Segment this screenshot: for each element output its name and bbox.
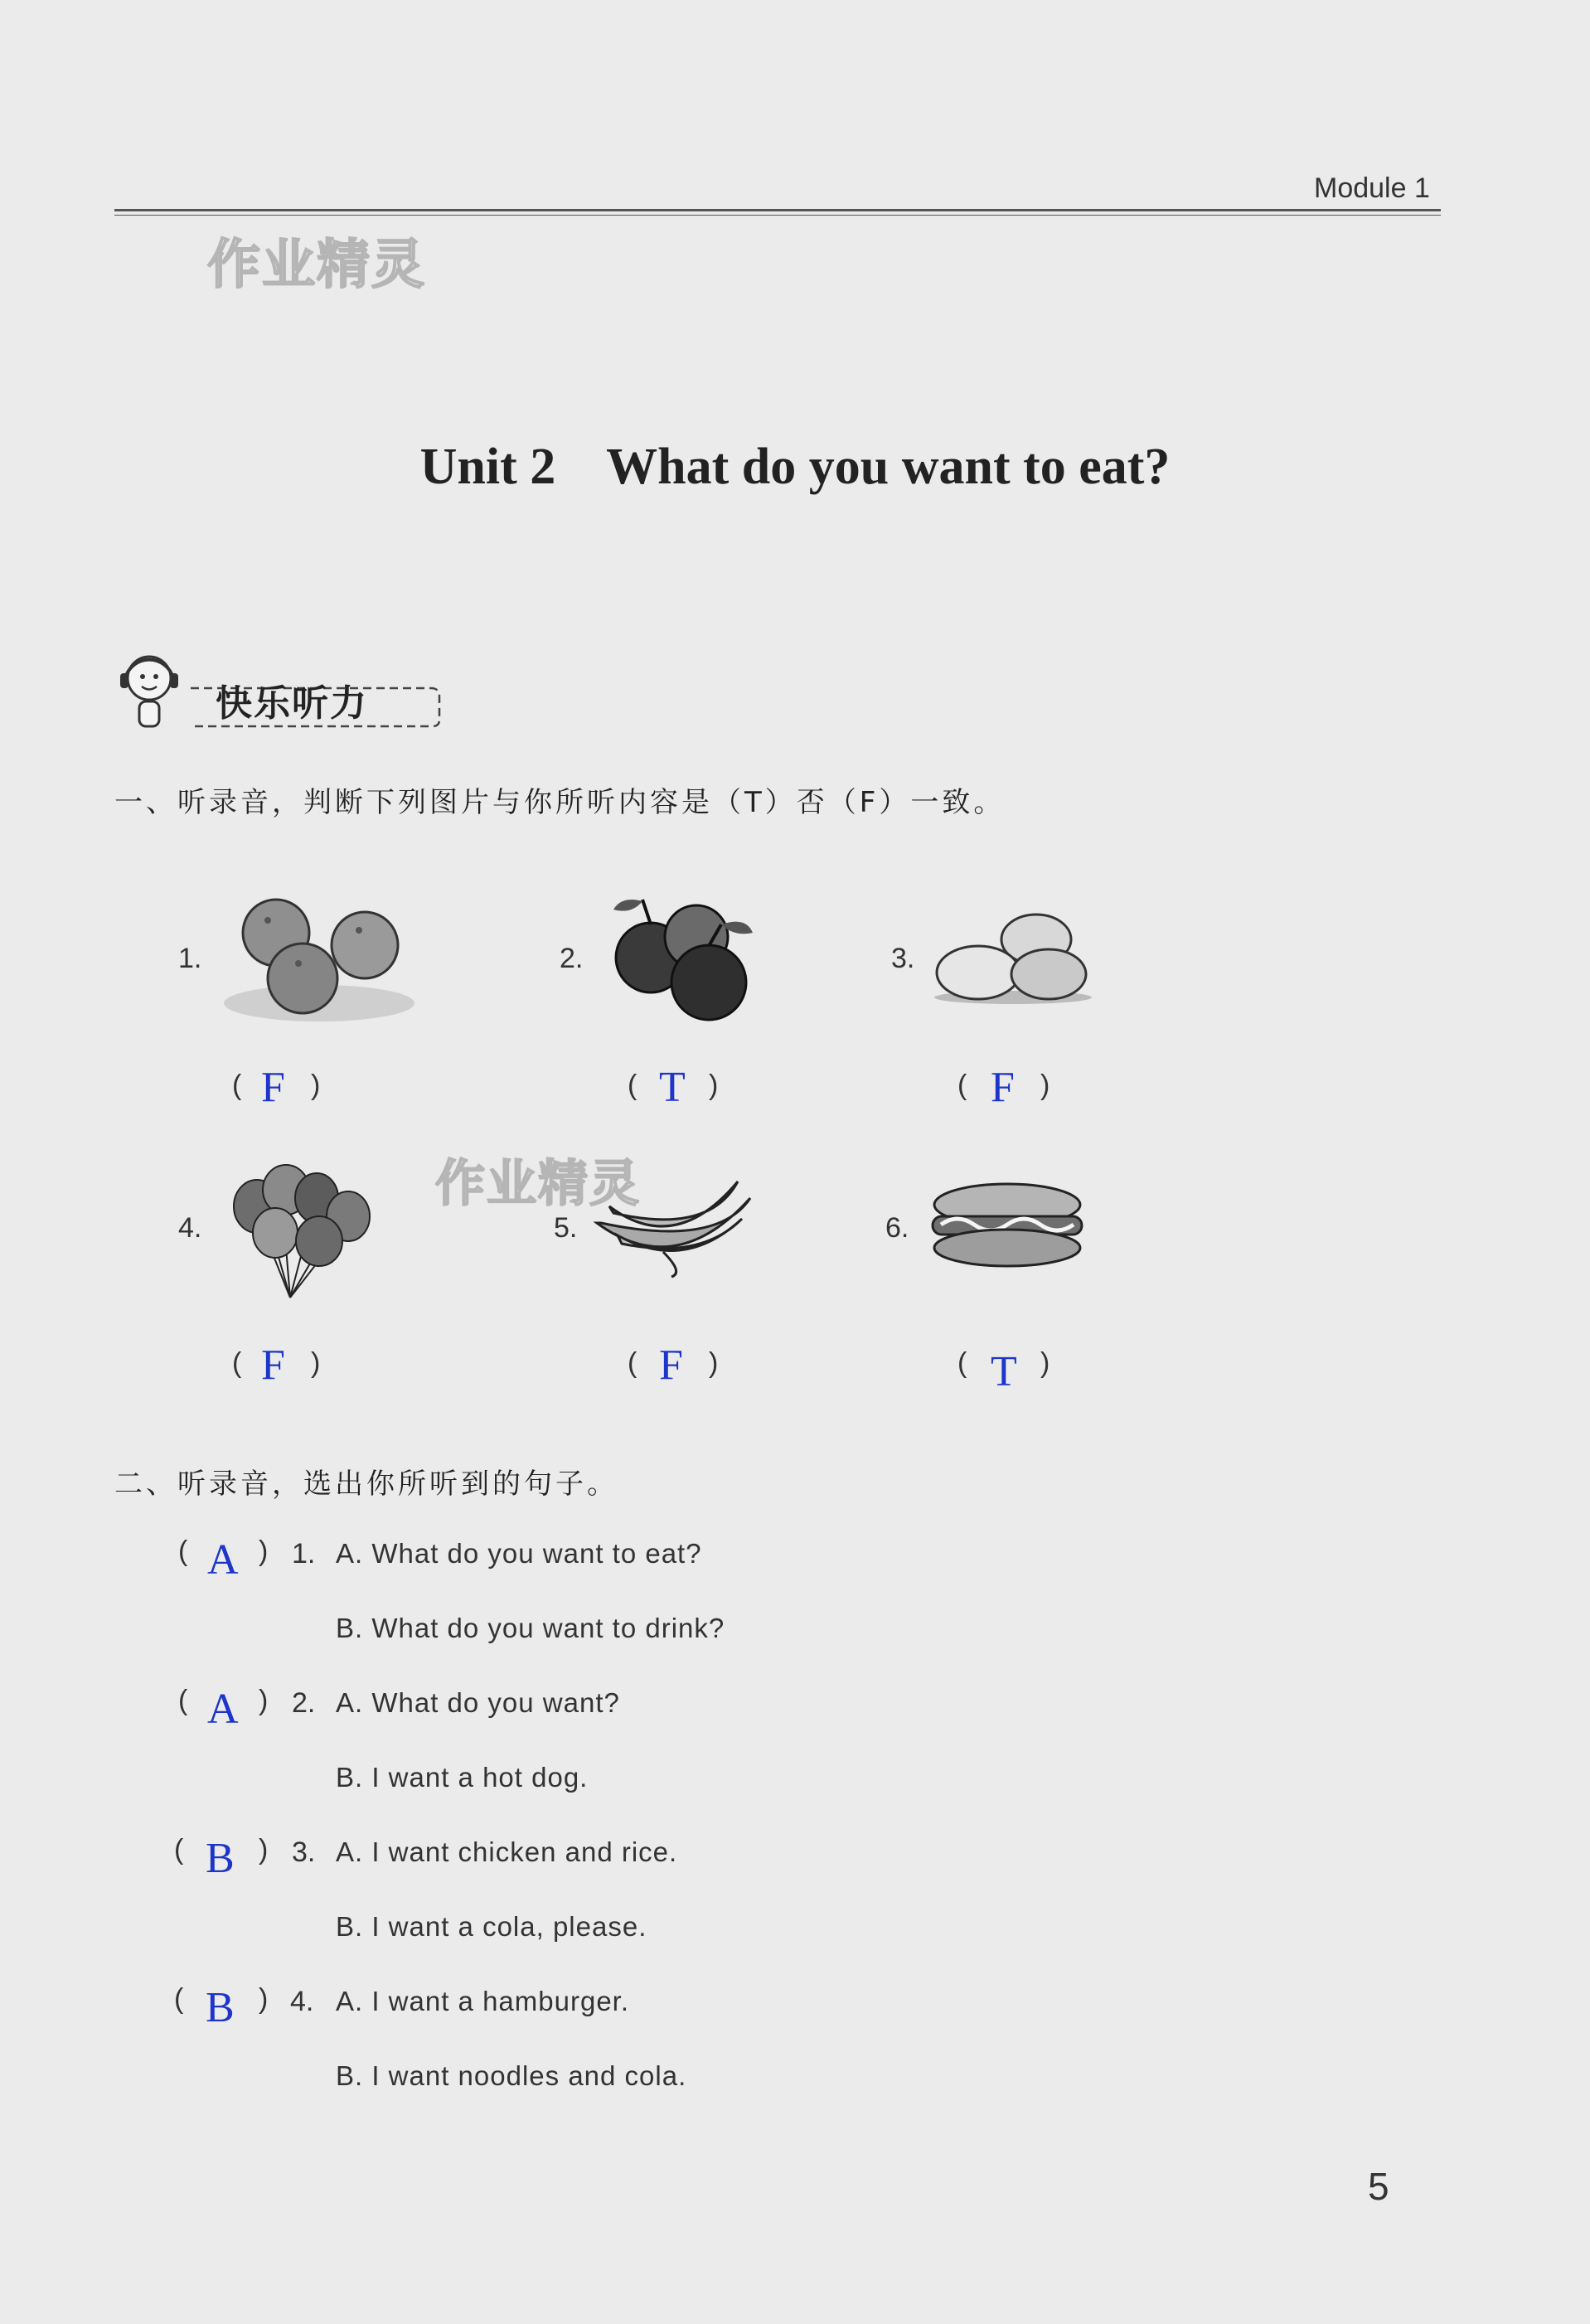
module-label: Module 1 (1314, 172, 1430, 204)
header-rule-top (114, 209, 1441, 211)
q1-paren-close: ) (259, 1536, 269, 1567)
q2-paren-close: ) (259, 1685, 269, 1716)
q1-answer: A (207, 1536, 239, 1584)
item-2-paren-open: ( (628, 1070, 637, 1101)
q4-paren-open: ( (174, 1983, 184, 2015)
q1-option-b: B. What do you want to drink? (336, 1613, 725, 1643)
item-2-paren-close: ) (709, 1070, 719, 1101)
item-3-answer: F (991, 1064, 1015, 1111)
item-4-answer: F (261, 1342, 285, 1389)
item-5-paren-close: ) (709, 1347, 719, 1379)
item-3-paren-close: ) (1040, 1070, 1050, 1101)
q4-answer: B (206, 1984, 235, 2031)
item-1-answer: F (261, 1064, 285, 1111)
item-3-paren-open: ( (957, 1070, 967, 1101)
q4-option-b: B. I want noodles and cola. (336, 2060, 687, 2091)
item-5-paren-open: ( (628, 1347, 637, 1379)
part1-instruction: 一、听录音，判断下列图片与你所听内容是（T）否（F）一致。 (114, 786, 1006, 819)
item-1-paren-close: ) (311, 1070, 321, 1101)
header-rule-bottom (114, 215, 1441, 216)
watermark-middle: 作业精灵 (435, 1155, 641, 1213)
item-4-paren-open: ( (232, 1347, 242, 1379)
q3-number: 3. (292, 1836, 316, 1868)
q3-paren-close: ) (259, 1834, 269, 1866)
q2-option-a: A. What do you want? (336, 1687, 620, 1718)
item-1-number: 1. (178, 943, 202, 974)
item-2-number: 2. (560, 943, 584, 974)
item-6-answer: T (991, 1348, 1017, 1395)
item-2-answer: T (659, 1064, 686, 1111)
q1-option-a: A. What do you want to eat? (336, 1538, 702, 1569)
item-5-number: 5. (554, 1212, 578, 1244)
oranges-icon (220, 887, 419, 1028)
part2-instruction: 二、听录音，选出你所听到的句子。 (114, 1468, 618, 1501)
q2-option-b: B. I want a hot dog. (336, 1762, 589, 1793)
apples-icon (605, 891, 763, 1028)
eggs-icon (933, 908, 1094, 1007)
unit-title: Unit 2 What do you want to eat? (419, 439, 1171, 495)
q4-number: 4. (290, 1986, 314, 2017)
item-4-number: 4. (178, 1212, 202, 1244)
q3-option-b: B. I want a cola, please. (336, 1911, 647, 1942)
q2-paren-open: ( (178, 1685, 188, 1716)
item-4-paren-close: ) (311, 1347, 321, 1379)
section-badge-label: 快乐听力 (216, 682, 368, 725)
item-1-paren-open: ( (232, 1070, 242, 1101)
balloons-icon (224, 1165, 377, 1306)
item-6-paren-close: ) (1040, 1347, 1050, 1379)
q4-option-a: A. I want a hamburger. (336, 1986, 630, 2016)
item-6-number: 6. (885, 1212, 909, 1244)
watermark-top: 作业精灵 (207, 235, 426, 296)
q2-answer: A (207, 1686, 239, 1733)
bananas-icon (593, 1173, 759, 1281)
hot-dog-icon (928, 1181, 1086, 1273)
item-5-answer: F (659, 1342, 683, 1389)
page-number: 5 (1368, 2165, 1389, 2208)
q3-option-a: A. I want chicken and rice. (336, 1836, 678, 1867)
q1-number: 1. (292, 1538, 316, 1570)
q3-answer: B (206, 1835, 235, 1882)
item-6-paren-open: ( (957, 1347, 967, 1379)
item-3-number: 3. (891, 943, 915, 974)
q3-paren-open: ( (174, 1834, 184, 1866)
q4-paren-close: ) (259, 1983, 269, 2015)
q2-number: 2. (292, 1687, 316, 1719)
q1-paren-open: ( (178, 1536, 188, 1567)
